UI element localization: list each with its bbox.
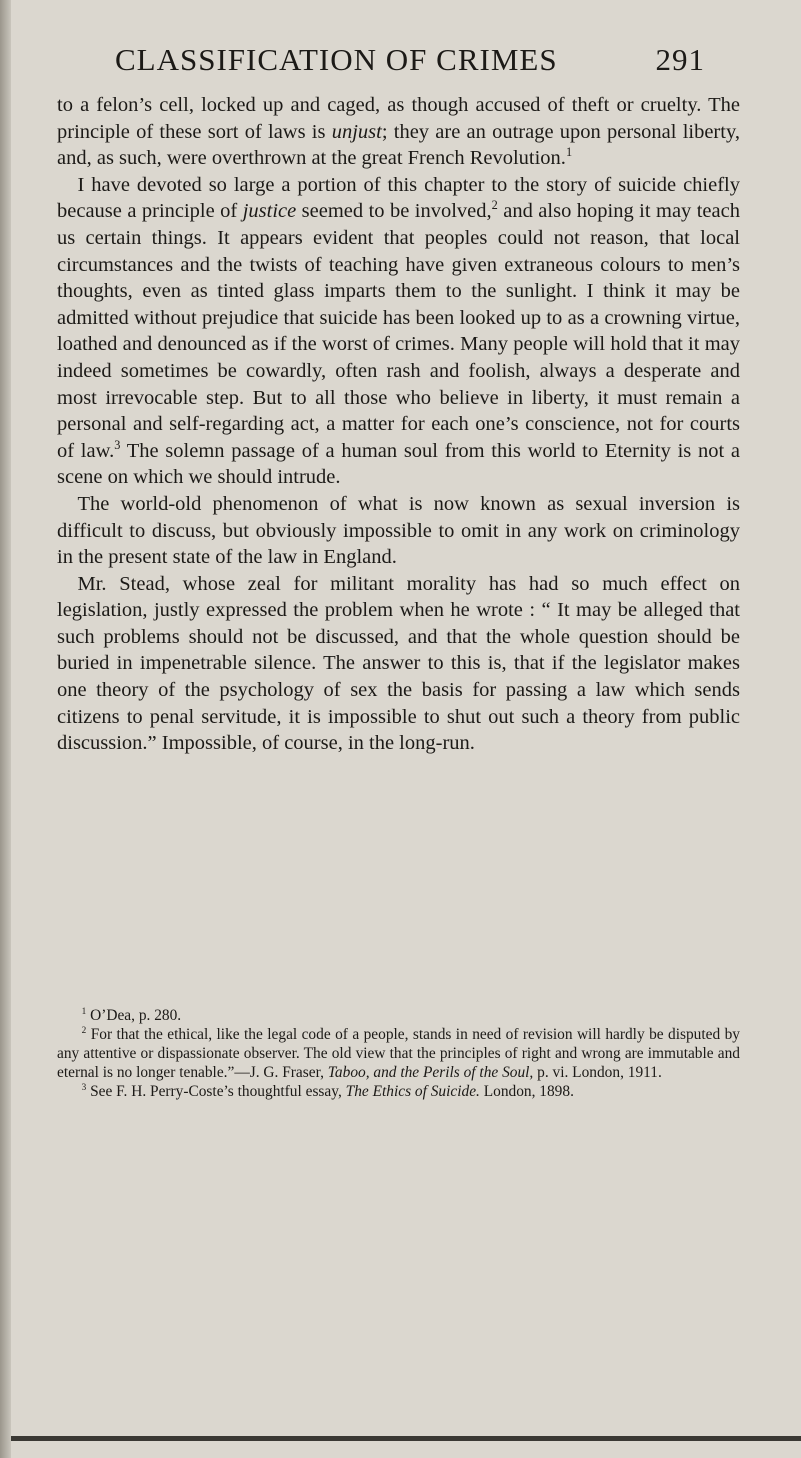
footnote-ref-3: 3 (114, 437, 121, 452)
page-binding-edge (0, 0, 11, 1458)
footnote-3: $^3$ See F. H. Perry-Coste’s thoughtful essay, The Ethics of Suicide. London, 1898. (81, 1081, 574, 1100)
page-bottom-edge (11, 1436, 801, 1441)
page-number: 291 (655, 42, 705, 77)
emphasis-unjust: unjust (331, 120, 382, 143)
footnote-2: $^2$ For that the ethical, like the legal code of a people, stands in need of revision will hardly be disputed by any attentive or dispassionate observer. The old view that the principles of right and wrong are immutable and eternal is no longer tenable.”—J. G. Fraser, Taboo, and the Perils of the Soul, p. vi. London, 1911. (57, 1024, 740, 1081)
footnote-1: $^1$ O’Dea, p. 280. (81, 1005, 182, 1024)
emphasis-justice: justice (242, 200, 297, 223)
footnotes (57, 1006, 740, 1101)
running-header (115, 38, 705, 82)
body-text (57, 92, 740, 757)
paragraph-4: Mr. Stead, whose zeal for militant morality has had so much effect on legislation, justly expressed the problem when he wrote : “ It may be alleged that such problems should not be discussed, and that the whole question should be buried in impenetrable silence. The answer to this is, that if the legislator makes one theory of the psychology of sex the basis for passing a law which sends citizens to penal servitude, it is impossible to shut out such a theory from public discussion.” Impossible, of course, in the long-run. (57, 572, 740, 755)
footnote-ref-1: 1 (565, 145, 573, 160)
paragraph-2: I have devoted so large a portion of this chapter to the story of suicide chiefly because a principle of justice seemed to be involved,$^2$ and also hoping it may teach us certain things. It appears evident that peoples could not reason, that local circumstances and the twists of teaching have given extraneous colours to men’s thoughts, even as tinted glass imparts them to the sunlight. I think it may be admitted without prejudice that suicide has been looked up to as a crowning virtue, loathed and denounced as if the worst of crimes. Many people will hold that it may indeed sometimes be cowardly, often rash and foolish, always a desperate and most irrevocable step. But to all those who believe in liberty, it must remain a personal and self-regarding act, a matter for each one’s conscience, not for courts of law.$^3$ The solemn passage of a human soul from this world to Eternity is not a scene on which we should intrude. (57, 173, 740, 489)
footnote-ref-2: 2 (491, 198, 498, 213)
running-title: CLASSIFICATION OF CRIMES (115, 42, 558, 77)
paragraph-1: to a felon’s cell, locked up and caged, as though accused of theft or cruelty. The principle of these sort of laws is unjust; they are an outrage upon personal liberty, and, as such, were overthrown at the great French Revolution.$^1$ (57, 94, 741, 170)
paragraph-3: The world-old phenomenon of what is now known as sexual inversion is difficult to discuss, but obviously impossible to omit in any work on criminology in the present state of the law in England. (57, 492, 740, 569)
